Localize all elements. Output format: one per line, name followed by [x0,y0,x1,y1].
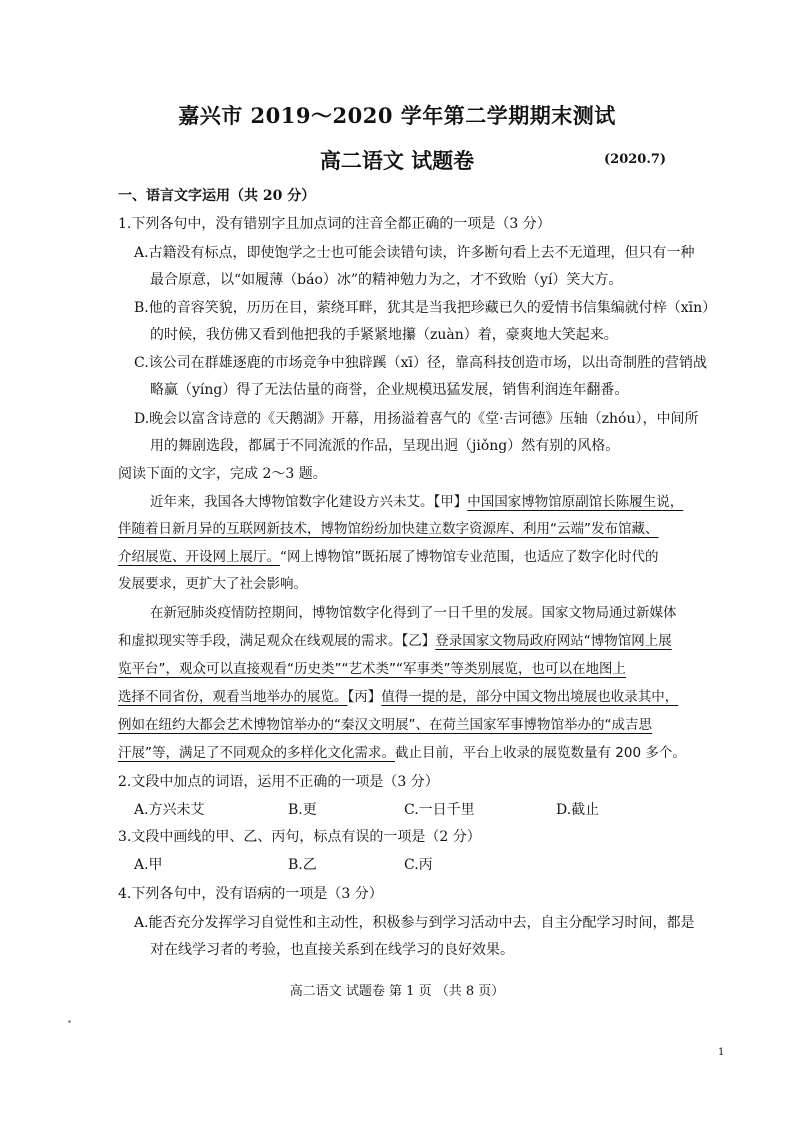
passage-p1-line2: 伴随着日新月异的互联网新技术，博物馆纷纷加快建立数字资源库、利用“云端”发布馆藏、 [118,521,659,537]
q1-option-c-line2: 略赢（yíng）得了无法估量的商誉，企业规模迅猛发展，销售利润连年翻番。 [150,382,629,398]
q2-option-a: A.方兴未艾 [134,802,205,818]
underlined-sentence-bing-end: 汗展”等，满足了不同观众的多样化文化需求。 [118,745,395,761]
exam-subtitle: 高二语文 试题卷 [319,148,475,173]
q3-option-c: C.丙 [404,857,433,873]
q1-option-a-line2: 最合原意，以“如履薄（báo）冰”的精神勉力为之，才不致贻（yí）笑大方。 [150,272,623,288]
passage-text: 截止目前，平台上收录的展览数量有 200 多个。 [395,745,686,761]
passage-p1-line3 [118,547,659,567]
q2-option-c: C.一日千里 [404,802,475,818]
question-3-stem: 3.文段中画线的甲、乙、丙句，标点有误的一项是（2 分） [118,829,481,845]
passage-p2-line3: 览平台”，观众可以直接观看“历史类”“艺术类”“军事类”等类别展览，也可以在地图上 [118,661,626,677]
q1-option-c-line1: C.该公司在群雄逐鹿的市场竞争中独辟蹊（xī）径，靠高科技创造市场，以出奇制胜的营销战 [134,355,708,371]
passage-p2-line4 [118,687,678,707]
passage-marker-bing: 【丙】 [347,689,382,705]
q3-option-a: A.甲 [134,857,163,873]
q4-option-a-line2: 对在线学习者的考验，也直接关系到在线学习的良好效果。 [150,942,514,958]
question-1-stem: 1.下列各句中，没有错别字且加点词的注音全都正确的一项是（3 分） [118,216,551,232]
underlined-sentence-jia-end: 介绍展览、开设网上展厅。 [118,549,280,565]
underlined-sentence-jia: 中国国家博物馆原副馆长陈履生说， [467,494,684,510]
passage-text: 近年来，我国各大博物馆数字化建设方兴未艾。【甲】 [150,494,468,510]
passage-p1-line4: 发展要求，更扩大了社会影响。 [118,576,307,592]
exam-title: 嘉兴市 2019～2020 学年第二学期期末测试 [178,103,616,128]
passage-p2-line5: 例如在纽约大都会艺术博物馆举办的“秦汉文明展”、在荷兰国家军事博物馆举办的“成吉思 [118,717,652,733]
passage-p2-line1: 在新冠肺炎疫情防控期间，博物馆数字化得到了一日千里的发展。国家文物局通过新媒体 [150,605,677,621]
passage-p1-line1 [150,492,683,512]
passage-text: 和虚拟现实等手段，满足观众在线观展的需求。【乙】 [118,633,436,649]
q2-option-d: D.截止 [556,802,600,818]
scan-speck [68,1020,71,1023]
question-2-stem: 2.文段中加点的词语，运用不正确的一项是（3 分） [118,774,439,790]
exam-date: (2020.7) [604,152,667,167]
q1-option-b-line1: B.他的音容笑貌，历历在目，萦绕耳畔，犹其是当我把珍藏已久的爱情书信集编就付梓（xīn） [134,300,717,316]
underlined-sentence-yi: 登录国家文物局政府网站“博物馆网上展 [435,633,672,649]
q1-option-b-line2: 的时候，我仿佛又看到他把我的手紧紧地攥（zuàn）着，豪爽地大笑起来。 [150,327,618,343]
page-footer: 高二语文 试题卷 第 1 页 （共 8 页） [289,984,505,999]
passage-p2-line6 [118,743,686,763]
q4-option-a-line1: A.能否充分发挥学习自觉性和主动性，积极参与到学习活动中去，自主分配学习时间，都是 [134,915,695,931]
passage-p2-line2 [118,631,672,651]
reading-intro: 阅读下面的文字，完成 2～3 题。 [118,466,327,482]
underlined-sentence-bing: 值得一提的是，部分中国文物出境展也收录其中， [381,689,679,705]
section-heading: 一、语言文字运用（共 20 分） [118,188,316,204]
passage-text: “网上博物馆”既拓展了博物馆专业范围，也适应了数字化时代的 [280,549,659,565]
underlined-sentence-yi-end: 选择不同省份，观看当地举办的展览。 [118,689,348,705]
q1-option-d-line2: 用的舞剧选段，都属于不同流派的作品，呈现出迥（jiǒng）然有别的风格。 [150,438,620,454]
page-number: 1 [718,1047,725,1058]
question-4-stem: 4.下列各句中，没有语病的一项是（3 分） [118,886,383,902]
q3-option-b: B.乙 [288,857,317,873]
q1-option-a-line1: A.古籍没有标点，即使饱学之士也可能会读错句读，许多断句看上去不无道理，但只有一种 [134,245,695,261]
q2-option-b: B.更 [288,802,317,818]
q1-option-d-line1: D.晚会以富含诗意的《天鹅湖》开幕，用扬溢着喜气的《堂·吉诃德》压轴（zhóu），中间所 [134,411,699,427]
